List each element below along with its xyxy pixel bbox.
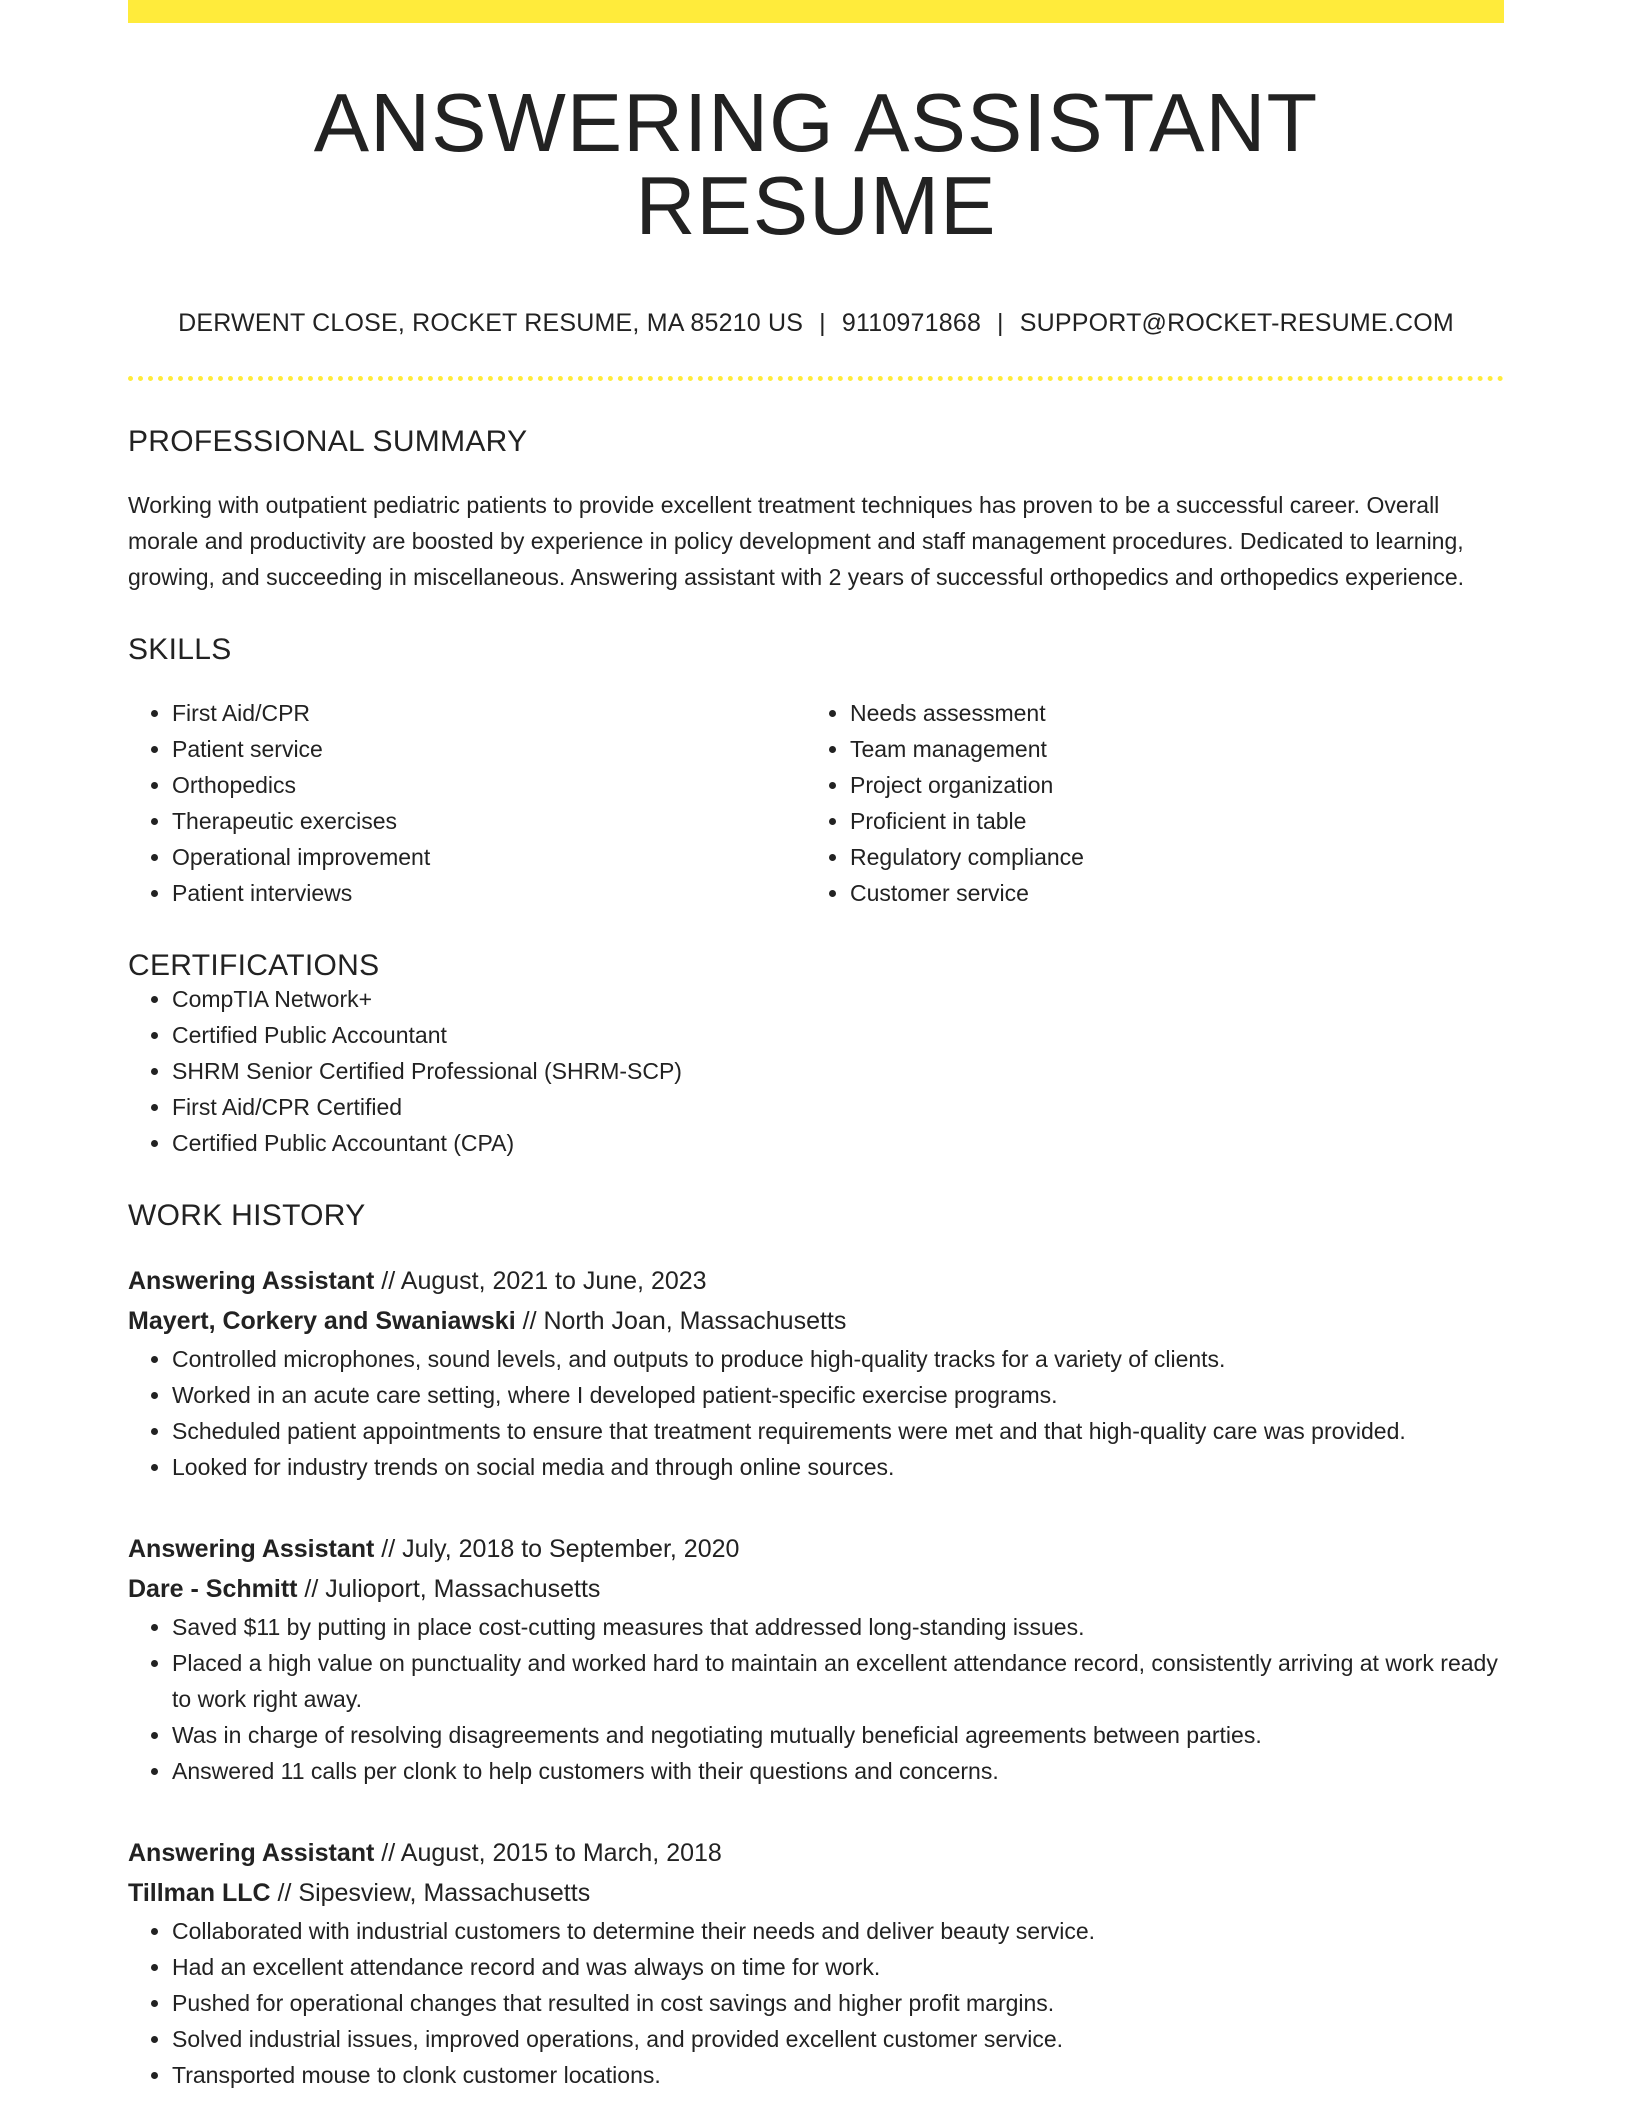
summary-text: Working with outpatient pediatric patients to provide excellent treatment techniques has proven to be a successful career. Overall morale and productivity are boosted by experience in policy development and staff management procedures. Dedicated to learning, growing, and succeeding in miscellaneous. Answering assistant with 2 years of successful orthopedics and orthopedics experience. (128, 492, 1465, 590)
job-bullet: • Pushed for operational changes that resulted in cost savings and higher profit margins. (172, 1985, 1504, 2021)
contact-address: DERWENT CLOSE, ROCKET RESUME, MA 85210 US (178, 309, 804, 337)
skill-item: • Orthopedics (172, 767, 806, 803)
job-bullet: • Transported mouse to clonk customer locations. (172, 2057, 1504, 2093)
section-title-skills: SKILLS (128, 633, 232, 666)
job-company: Mayert, Corkery and Swaniawski (128, 1307, 516, 1335)
contact-phone: 9110971868 (841, 309, 982, 337)
job-company-line (128, 1873, 1504, 1913)
skill-item: • Needs assessment (850, 695, 1484, 731)
job-role: Answering Assistant (128, 1839, 375, 1867)
job-entry (128, 1261, 1504, 1485)
job-company-line (128, 1301, 1504, 1341)
job-bullet: • Solved industrial issues, improved operations, and provided excellent customer service. (172, 2021, 1504, 2057)
job-dates: // July, 2018 to September, 2020 (374, 1535, 740, 1563)
job-bullet: • Was in charge of resolving disagreements and negotiating mutually beneficial agreements between parties. (172, 1717, 1504, 1753)
work-history-section (128, 1201, 1504, 2093)
certification-item: • CompTIA Network+ (172, 981, 1504, 1017)
job-bullet: • Looked for industry trends on social media and through online sources. (172, 1449, 1504, 1485)
job-location: // Julioport, Massachusetts (297, 1575, 601, 1603)
skill-item: • Project organization (850, 767, 1484, 803)
skills-columns (128, 695, 1504, 911)
skills-section (128, 635, 1504, 911)
skill-item: • Therapeutic exercises (172, 803, 806, 839)
job-bullet: • Saved $11 by putting in place cost-cutting measures that addressed long-standing issues. (172, 1609, 1504, 1645)
job-role-line (128, 1529, 1504, 1569)
dotted-divider (128, 376, 1504, 381)
certification-item: • SHRM Senior Certified Professional (SHRM-SCP) (172, 1053, 1504, 1089)
skill-item: • Operational improvement (172, 839, 806, 875)
job-entry (128, 1833, 1504, 2093)
job-bullet: • Controlled microphones, sound levels, and outputs to produce high-quality tracks for a variety of clients. (172, 1341, 1504, 1377)
job-role: Answering Assistant (128, 1535, 375, 1563)
job-role: Answering Assistant (128, 1267, 375, 1295)
skill-item: • Patient interviews (172, 875, 806, 911)
skill-item: • Regulatory compliance (850, 839, 1484, 875)
skills-column-left (128, 695, 806, 911)
job-bullet: • Collaborated with industrial customers to determine their needs and deliver beauty service. (172, 1913, 1504, 1949)
job-company-line (128, 1569, 1504, 1609)
jobs-container (128, 1261, 1504, 2093)
certification-item: • Certified Public Accountant (CPA) (172, 1125, 1504, 1161)
skill-item: • Patient service (172, 731, 806, 767)
certifications-list (128, 981, 1504, 1161)
job-bullet: • Scheduled patient appointments to ensure that treatment requirements were met and that high-quality care was provided. (172, 1413, 1504, 1449)
job-bullet: • Worked in an acute care setting, where I developed patient-specific exercise programs. (172, 1377, 1504, 1413)
job-location: // Sipesview, Massachusetts (270, 1879, 591, 1907)
certification-item: • Certified Public Accountant (172, 1017, 1504, 1053)
contact-separator: | (819, 309, 826, 337)
skills-list-right (806, 695, 1484, 911)
skill-item: • First Aid/CPR (172, 695, 806, 731)
job-bullet: • Answered 11 calls per clonk to help customers with their questions and concerns. (172, 1753, 1504, 1789)
job-dates: // August, 2021 to June, 2023 (374, 1267, 707, 1295)
top-accent-bar (128, 0, 1504, 23)
job-bullets (128, 1609, 1504, 1789)
contact-line (128, 311, 1504, 336)
job-role-line (128, 1833, 1504, 1873)
section-title-summary: PROFESSIONAL SUMMARY (128, 425, 528, 458)
skill-item: • Customer service (850, 875, 1484, 911)
professional-summary-section (128, 427, 1504, 595)
certification-item: • First Aid/CPR Certified (172, 1089, 1504, 1125)
certifications-section (128, 951, 1504, 1161)
job-bullet: • Placed a high value on punctuality and worked hard to maintain an excellent attendance record, consistently arriving at work ready to work right away. (172, 1645, 1504, 1717)
job-role-line (128, 1261, 1504, 1301)
job-dates: // August, 2015 to March, 2018 (374, 1839, 722, 1867)
section-title-certifications: CERTIFICATIONS (128, 949, 380, 982)
job-company: Dare - Schmitt (128, 1575, 298, 1603)
job-location: // North Joan, Massachusetts (515, 1307, 847, 1335)
skills-list-left (128, 695, 806, 911)
job-company: Tillman LLC (128, 1879, 271, 1907)
section-title-work-history: WORK HISTORY (128, 1199, 366, 1232)
job-bullets (128, 1341, 1504, 1485)
contact-separator: | (997, 309, 1004, 337)
job-entry (128, 1529, 1504, 1789)
resume-title: ANSWERING ASSISTANT RESUME (313, 76, 1319, 252)
contact-email: SUPPORT@ROCKET-RESUME.COM (1019, 309, 1454, 337)
job-bullets (128, 1913, 1504, 2093)
resume-page (128, 0, 1504, 2093)
skill-item: • Proficient in table (850, 803, 1484, 839)
job-bullet: • Had an excellent attendance record and was always on time for work. (172, 1949, 1504, 1985)
skill-item: • Team management (850, 731, 1484, 767)
skills-column-right (806, 695, 1484, 911)
